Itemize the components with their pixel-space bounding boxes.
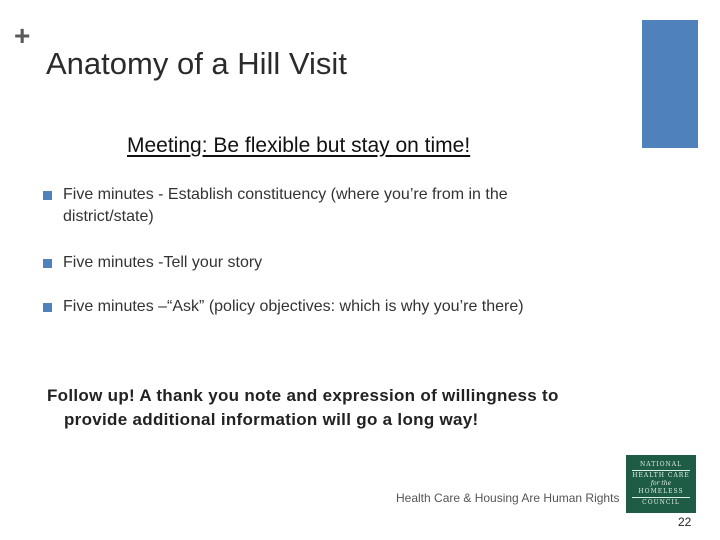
follow-up-line: provide additional information will go a long way! [64, 410, 479, 429]
logo-text: COUNCIL [642, 499, 680, 506]
accent-bar [642, 20, 698, 148]
logo-text: NATIONAL [639, 461, 683, 468]
bullet-text: Five minutes - Establish constituency (where you’re from in the district/state) [63, 186, 508, 225]
council-logo [626, 455, 696, 513]
footer-tagline: Health Care & Housing Are Human Rights [396, 491, 620, 505]
slide-number: 22 [678, 515, 692, 529]
bullet-text: Five minutes -Tell your story [63, 254, 263, 271]
logo-text: HOMELESS [638, 488, 684, 495]
bullet-item [42, 296, 602, 318]
bullet-text: Five minutes –“Ask” (policy objectives: which is why you’re there) [63, 298, 524, 315]
logo-divider [632, 470, 690, 471]
bullet-list [42, 184, 602, 318]
plus-icon: + [14, 20, 31, 51]
slide-subtitle: Meeting: Be flexible but stay on time! [127, 134, 471, 157]
square-bullet-icon [43, 259, 52, 268]
follow-up-note [47, 384, 637, 432]
follow-up-line: Follow up! A thank you note and expression of willingness to [47, 386, 559, 405]
bullet-item [42, 252, 602, 274]
logo-text: HEALTH CARE [632, 472, 690, 479]
slide-title: Anatomy of a Hill Visit [46, 46, 347, 81]
logo-text: for the [650, 480, 672, 487]
square-bullet-icon [43, 303, 52, 312]
logo-divider [632, 497, 690, 498]
bullet-item [42, 184, 602, 228]
square-bullet-icon [43, 191, 52, 200]
